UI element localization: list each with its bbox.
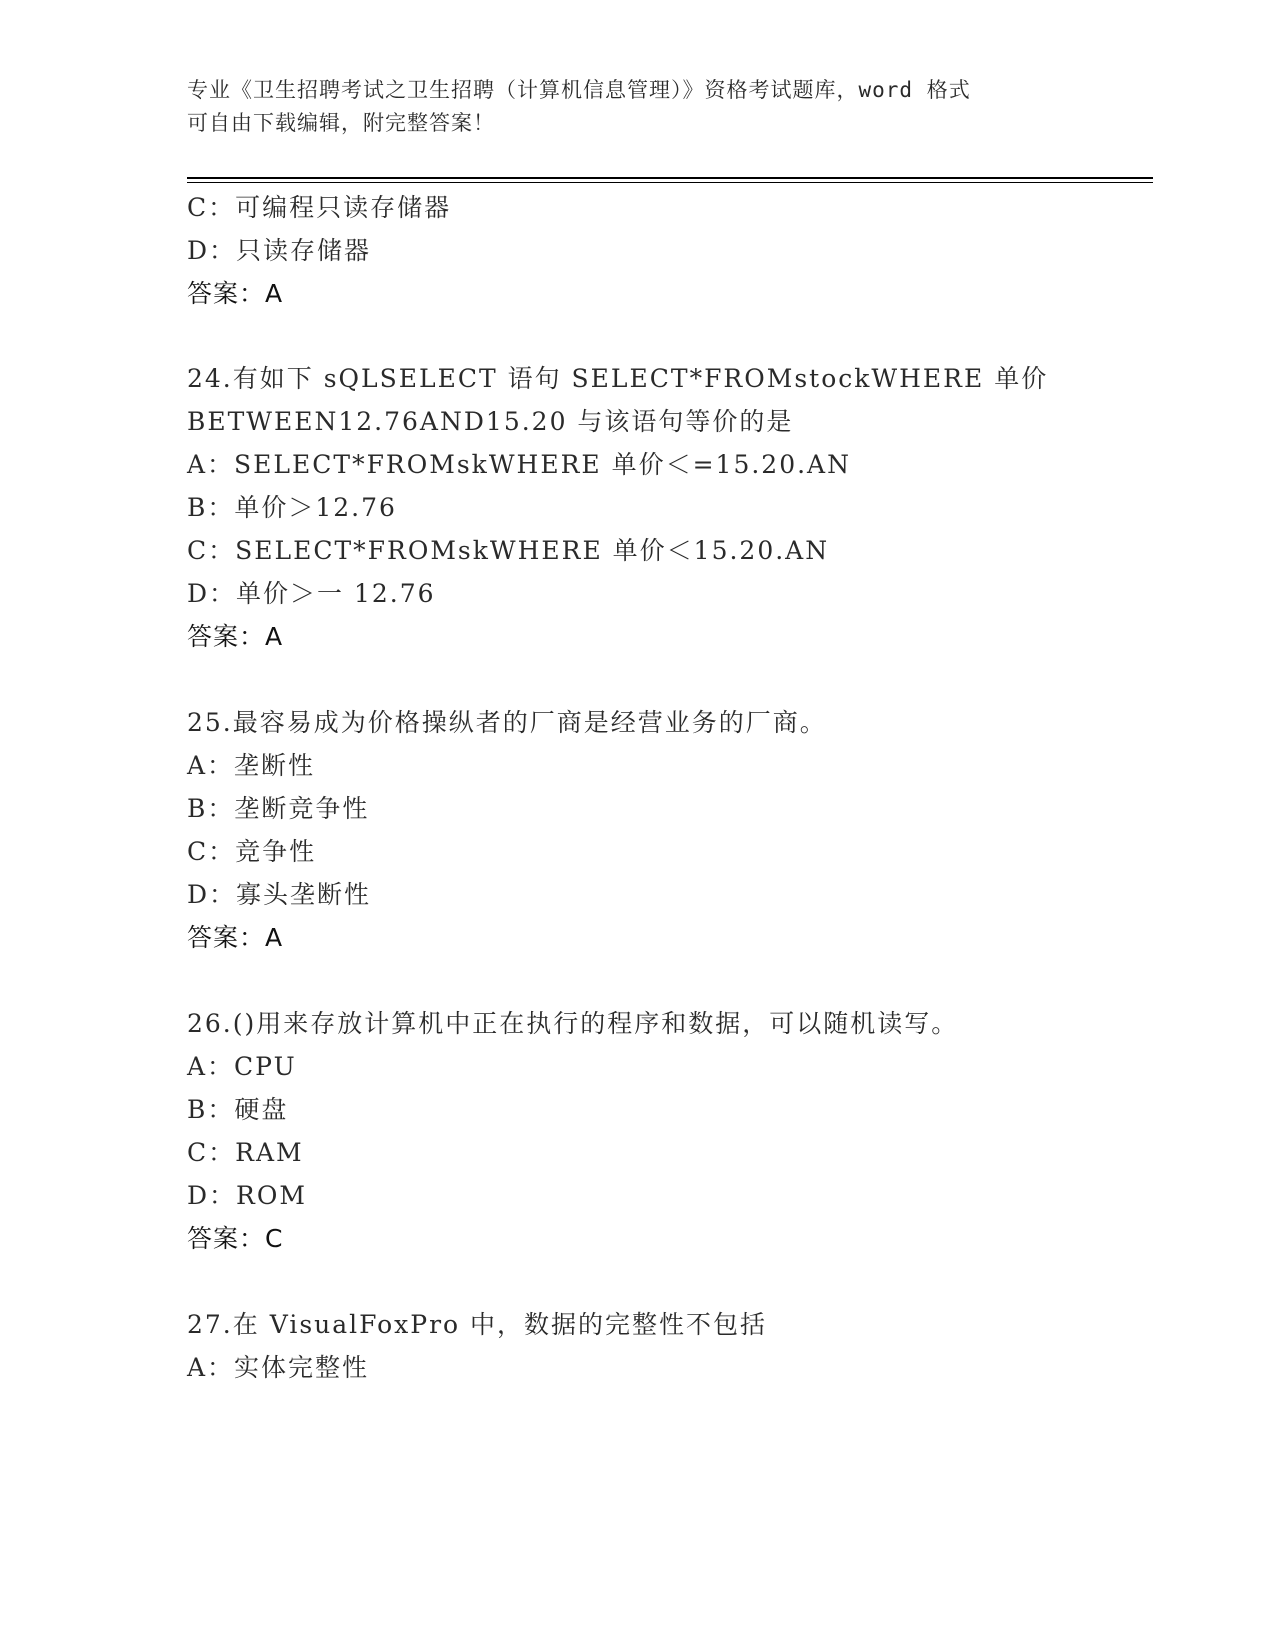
q24-stem-line-2: BETWEEN12.76AND15.20 与该语句等价的是 [187, 407, 794, 436]
header-divider-thin [187, 182, 1153, 183]
q24-answer: 答案：A [187, 622, 284, 651]
q26-stem: 26.()用来存放计算机中正在执行的程序和数据，可以随机读写。 [187, 1009, 959, 1038]
q27-option-a: A：实体完整性 [187, 1353, 370, 1382]
q23-option-d: D：只读存储器 [187, 236, 372, 265]
q26-option-a: A：CPU [187, 1052, 297, 1081]
q23-answer: 答案：A [187, 279, 284, 308]
q25-option-c: C：竞争性 [187, 837, 317, 866]
q24-option-d: D：单价＞一 12.76 [187, 579, 436, 608]
q25-answer: 答案：A [187, 923, 284, 952]
q24-stem-line-1: 24.有如下 sQLSELECT 语句 SELECT*FROMstockWHERE 单价 [187, 364, 1049, 393]
q25-option-a: A：垄断性 [187, 751, 316, 780]
q25-stem: 25.最容易成为价格操纵者的厂商是经营业务的厂商。 [187, 708, 827, 737]
header-line-2: 可自由下载编辑，附完整答案！ [187, 111, 495, 135]
document-header [187, 74, 1087, 140]
q27-stem: 27.在 VisualFoxPro 中，数据的完整性不包括 [187, 1310, 768, 1339]
q26-option-d: D：ROM [187, 1181, 307, 1210]
q26-option-b: B：硬盘 [187, 1095, 289, 1124]
header-line-1: 专业《卫生招聘考试之卫生招聘（计算机信息管理）》资格考试题库，word 格式 [187, 78, 971, 102]
q24-option-c: C：SELECT*FROMskWHERE 单价＜15.20.AN [187, 536, 830, 565]
q24-option-a: A：SELECT*FROMskWHERE 单价＜=15.20.AN [187, 450, 851, 479]
header-divider-thick [187, 177, 1153, 179]
q26-answer: 答案：C [187, 1224, 284, 1253]
q23-option-c: C：可编程只读存储器 [187, 193, 452, 222]
q25-option-b: B：垄断竞争性 [187, 794, 370, 823]
q24-option-b: B：单价＞12.76 [187, 493, 397, 522]
q26-option-c: C：RAM [187, 1138, 304, 1167]
q25-option-d: D：寡头垄断性 [187, 880, 372, 909]
